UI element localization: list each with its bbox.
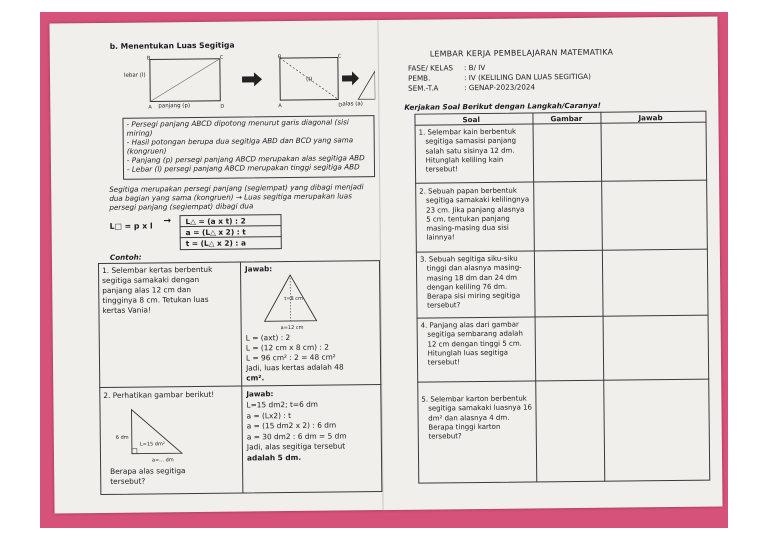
explanation-paragraph [109, 182, 364, 212]
example1-question [102, 265, 213, 316]
question-line: tersebut? [110, 476, 146, 486]
meta-value: : IV (KELILING DAN LUAS SEGITIGA) [463, 71, 591, 83]
header-gambar: Gambar [550, 113, 583, 124]
right-triangle-figure [127, 407, 186, 458]
bullet-line: - Persegi panjang ABCD dipotong menurut garis diagonal (sisi [126, 117, 349, 129]
alas-label: alas (a) [342, 101, 363, 108]
question-line: tingginya 8 cm. Tetukan luas [102, 294, 209, 305]
meta-value: : GENAP-2023/2024 [464, 82, 536, 93]
formula-height: t = (L△ x 2) : a [185, 238, 246, 249]
point-d2: D [338, 102, 343, 109]
soal-3: 3. Sebuah segitiga siku-siku tinggi dan alasnya masing- masing 18 dm dan 24 dm dengan keliling 76 dm. Berapa sisi miring segitiga tersebut? [419, 254, 522, 311]
question-line: kertas Vania! [102, 305, 151, 315]
soal-5: 5. Selembar karton berbentuk segitiga samakaki luasnya 16 dm² dan alasnya 4 dm. Berapa tinggi karton tersebut? [421, 394, 533, 441]
answer-line: a = (15 dm2 x 2) : 6 dm [246, 420, 337, 431]
left-page [49, 20, 383, 513]
bullet-line: - Hasil potongan berupa dua segitiga ABD dan BCD yang sama [126, 135, 354, 147]
jawab-label-2: Jawab: [246, 389, 274, 399]
point-b2: B [277, 54, 282, 61]
panjang-label: panjang (p) [158, 103, 191, 110]
answer-line: Jadi, luas kertas adalah 48 [246, 362, 344, 373]
bullet-list [126, 117, 364, 173]
meta-value: : B/ IV [463, 62, 486, 73]
formula-area: L△ = (a x t) : 2 [185, 216, 246, 227]
contoh-label: Contoh: [109, 252, 142, 262]
fig2-base-label: a=... dm [152, 457, 174, 464]
meta-block [408, 62, 591, 94]
soal-4: 4. Panjang alas dari gambar segitiga sembarang adalah 12 cm dengan tinggi 5 cm. Hitunglah luas segitiga tersebut! [420, 320, 523, 367]
soal-1: 1. Selembar kain berbentuk segitiga samasisi panjang salah satu sisinya 12 dm. Hitunglah keliling kain tersebut! [418, 127, 517, 174]
formula-base: a = (L△ x 2) : t [185, 227, 246, 238]
point-b: B [146, 55, 151, 62]
paragraph-line: Segitiga merupakan persegi panjang (segiempat) yang dibagi menjadi [109, 182, 364, 194]
bullet-line: (kongruen) [126, 146, 167, 156]
answer-line: L = (12 cm x 8 cm) : 2 [245, 342, 329, 353]
fig1-height-label: t=8 cm [284, 295, 303, 303]
paragraph-line: dua bagian yang sama (kongruen) → Luas segitiga merupakan luas [109, 191, 352, 203]
answer-line: a = 30 dm2 : 6 dm = 5 dm [246, 430, 347, 441]
paragraph-line: persegi panjang (segiempat) dibagi dua [109, 201, 254, 212]
header-jawab: Jawab [638, 113, 663, 123]
right-page [381, 17, 722, 510]
meta-key: FASE/ KELAS [407, 63, 454, 73]
worksheet-title: LEMBAR KERJA PEMBELAJARAN MATEMATIKA [429, 47, 614, 59]
soal-2: 2. Sebuah papan berbentuk segitiga samakaki kelilingnya 23 cm. Jika panjang alasnya 5 cm, tentukan panjang masing-masing dua sisi lainnya! [419, 186, 530, 243]
question-line: Berapa alas segitiga [110, 466, 186, 476]
meta-key: SEM.-T.A [408, 83, 439, 93]
bullet-line: - Lebar (l) persegi panjang ABCD merupakan tinggi segitiga ABD [126, 162, 360, 174]
worksheet-paper [49, 17, 722, 514]
example1-answer [246, 332, 344, 383]
jawab-label: Jawab: [244, 264, 273, 274]
example2-question-tail [110, 466, 186, 487]
point-c2: C [337, 53, 342, 60]
answer-line: Jadi, alas segitiga tersebut [246, 441, 346, 452]
meta-key: PEMB. [407, 73, 431, 83]
bullet-line: miring) [126, 128, 153, 138]
point-a: A [148, 104, 152, 111]
answer-line: cm². [246, 373, 265, 383]
example2-answer [246, 399, 346, 463]
tinggi-label: (t) [306, 76, 313, 83]
example2-question: 2. Perhatikan gambar berikut! [103, 389, 215, 400]
fig2-area-label: L=15 dm² [139, 441, 165, 448]
fig1-base-label: a=12 cm [280, 324, 304, 332]
answer-line: adalah 5 dm. [246, 452, 302, 462]
point-c: C [219, 54, 224, 61]
answer-line: a = (Lx2) : t [246, 410, 292, 420]
point-d: D [220, 103, 225, 110]
rectangle-area-formula: L□ = p x l [109, 221, 153, 231]
answer-line: L = 96 cm² : 2 = 48 cm² [245, 352, 336, 363]
answer-line: L = (axt) : 2 [245, 333, 291, 343]
answer-line: L=15 dm2; t=6 dm [246, 399, 319, 410]
header-soal: Soal [462, 115, 480, 125]
fig2-height-label: 6 dm [115, 434, 129, 441]
point-a2: A [278, 103, 282, 110]
section-title: b. Menentukan Luas Segitiga [109, 40, 235, 51]
question-line: panjang alas 12 cm dan [102, 285, 192, 295]
instruction: Kerjakan Soal Berikut dengan Langkah/Caranya! [404, 100, 601, 112]
bullet-line: - Panjang (p) persegi panjang ABCD merupakan alas segitiga ABD [126, 153, 365, 165]
formula-arrow: → [163, 216, 172, 227]
question-line: 1. Selembar kertas berbentuk [101, 264, 213, 275]
question-line: segitiga samakaki dengan [102, 274, 200, 285]
lebar-label: lebar (l) [123, 72, 146, 79]
